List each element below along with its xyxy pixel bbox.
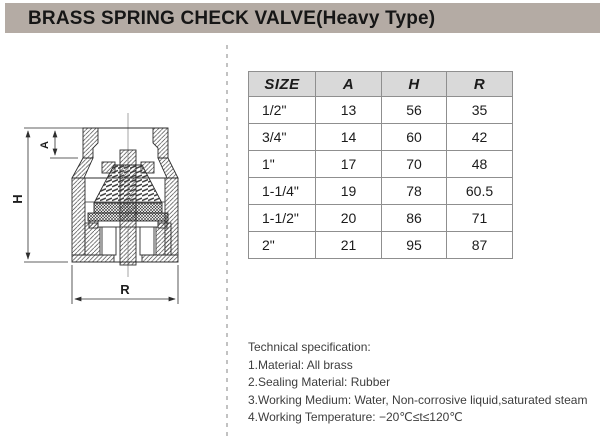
spec-item: 1.Material: All brass bbox=[248, 357, 353, 372]
column-header-a: A bbox=[316, 72, 382, 97]
value-cell: 35 bbox=[447, 97, 513, 124]
table-header-row bbox=[249, 72, 513, 97]
table-row bbox=[249, 97, 513, 124]
spec-item: 4.Working Temperature: −20℃≤t≤120℃ bbox=[248, 410, 463, 424]
value-cell: 71 bbox=[447, 205, 513, 232]
spec-item: 3.Working Medium: Water, Non-corrosive liquid,saturated steam bbox=[248, 392, 588, 407]
title-bar bbox=[5, 3, 600, 33]
page-title: BRASS SPRING CHECK VALVE(Heavy Type) bbox=[28, 8, 436, 29]
size-cell: 1-1/4" bbox=[249, 178, 316, 205]
dim-label-A: A bbox=[39, 141, 51, 149]
size-cell: 3/4" bbox=[249, 124, 316, 151]
dim-label-R: R bbox=[120, 282, 130, 297]
value-cell: 95 bbox=[382, 232, 447, 259]
table-row bbox=[249, 124, 513, 151]
column-header-size: SIZE bbox=[249, 72, 316, 97]
value-cell: 17 bbox=[316, 151, 382, 178]
table-row bbox=[249, 178, 513, 205]
valve-cross-section bbox=[10, 105, 220, 315]
value-cell: 20 bbox=[316, 205, 382, 232]
value-cell: 78 bbox=[382, 178, 447, 205]
value-cell: 60.5 bbox=[447, 178, 513, 205]
value-cell: 70 bbox=[382, 151, 447, 178]
technical-specs bbox=[248, 339, 598, 427]
size-cell: 2" bbox=[249, 232, 316, 259]
table-row bbox=[249, 151, 513, 178]
size-cell: 1" bbox=[249, 151, 316, 178]
value-cell: 42 bbox=[447, 124, 513, 151]
dim-label-H: H bbox=[10, 194, 25, 204]
value-cell: 48 bbox=[447, 151, 513, 178]
column-header-r: R bbox=[447, 72, 513, 97]
table-row bbox=[249, 232, 513, 259]
table-row bbox=[249, 205, 513, 232]
valve-technical-drawing bbox=[10, 105, 220, 315]
value-cell: 13 bbox=[316, 97, 382, 124]
size-cell: 1/2" bbox=[249, 97, 316, 124]
specs-heading: Technical specification: bbox=[248, 340, 371, 354]
dashed-divider bbox=[226, 45, 228, 439]
guide-stem bbox=[120, 150, 136, 265]
value-cell: 14 bbox=[316, 124, 382, 151]
dimension-table bbox=[248, 71, 513, 259]
dimension-width-R bbox=[72, 265, 178, 304]
value-cell: 87 bbox=[447, 232, 513, 259]
spec-item: 2.Sealing Material: Rubber bbox=[248, 375, 391, 389]
value-cell: 19 bbox=[316, 178, 382, 205]
column-header-h: H bbox=[382, 72, 447, 97]
dimension-port-A bbox=[39, 131, 78, 158]
value-cell: 86 bbox=[382, 205, 447, 232]
specs-list bbox=[248, 357, 598, 427]
size-cell: 1-1/2" bbox=[249, 205, 316, 232]
value-cell: 60 bbox=[382, 124, 447, 151]
value-cell: 56 bbox=[382, 97, 447, 124]
value-cell: 21 bbox=[316, 232, 382, 259]
